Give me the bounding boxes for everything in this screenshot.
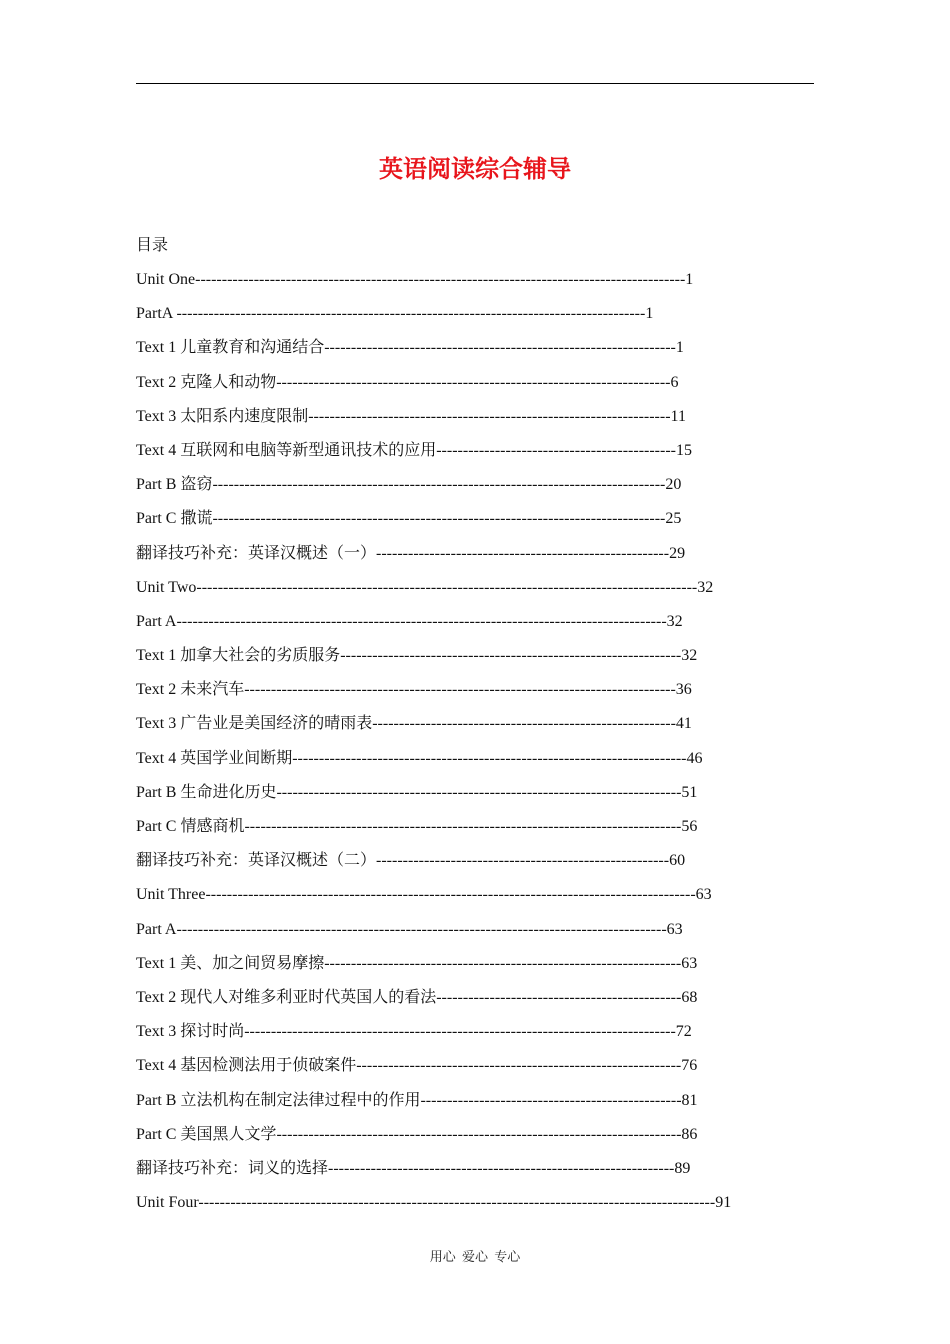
- toc-entry-page: 20: [665, 476, 682, 494]
- toc-dot-leader: -------------------------------------------------------: [376, 544, 670, 562]
- toc-entry-page: 29: [669, 544, 686, 562]
- toc-entry-page: 11: [670, 407, 686, 425]
- toc-entry-label: Text 3 太阳系内速度限制: [136, 407, 309, 425]
- toc-entry-page: 76: [681, 1057, 698, 1075]
- toc-entry-label: Text 4 英国学业间断期: [136, 749, 293, 767]
- toc-dot-leader: -------------------------------------------------------------------: [324, 954, 682, 972]
- toc-entry[interactable]: [136, 951, 814, 985]
- toc-entry-label: Part C 美国黑人文学: [136, 1125, 277, 1143]
- toc-dot-leader: ---------------------------------------------------------------------------------: [244, 1023, 676, 1041]
- toc-entry-page: 68: [681, 988, 698, 1006]
- toc-dot-leader: ----------------------------------------------------------------------------------------------: [196, 578, 698, 596]
- toc-dot-leader: ----------------------------------------------: [436, 988, 682, 1006]
- toc-dot-leader: ----------------------------------------------------------------------------------------: [176, 305, 646, 323]
- toc-dot-leader: -------------------------------------------------------------------------------------------------: [198, 1194, 716, 1212]
- toc-entry-label: 翻译技巧补充：英译汉概述（二）: [136, 852, 377, 870]
- toc-entry-label: Text 1 儿童教育和沟通结合: [136, 339, 325, 357]
- toc-entry-label: PartA: [136, 305, 177, 323]
- table-of-contents: [136, 267, 814, 1224]
- toc-entry-label: Part B 生命进化历史: [136, 783, 277, 801]
- toc-dot-leader: ---------------------------------------------------------------------------------: [244, 681, 676, 699]
- toc-entry[interactable]: [136, 575, 814, 609]
- toc-entry[interactable]: [136, 301, 814, 335]
- toc-entry-page: 72: [675, 1023, 692, 1041]
- toc-entry-page: 63: [681, 954, 698, 972]
- toc-entry-label: Text 2 克隆人和动物: [136, 373, 277, 391]
- toc-entry-page: 6: [670, 373, 679, 391]
- toc-entry-label: Text 4 基因检测法用于侦破案件: [136, 1057, 357, 1075]
- toc-entry[interactable]: [136, 1190, 814, 1224]
- toc-entry-label: 翻译技巧补充：词义的选择: [136, 1159, 329, 1177]
- toc-entry-page: 32: [697, 578, 714, 596]
- toc-entry-page: 81: [681, 1091, 698, 1109]
- toc-entry-page: 36: [675, 681, 692, 699]
- toc-dot-leader: --------------------------------------------------------------------------------------------: [176, 920, 667, 938]
- toc-entry-label: Unit Four: [136, 1194, 199, 1212]
- toc-entry-label: Text 3 探讨时尚: [136, 1023, 245, 1041]
- toc-entry-page: 89: [674, 1159, 691, 1177]
- toc-entry-page: 32: [681, 647, 698, 665]
- toc-entry[interactable]: [136, 472, 814, 506]
- toc-entry-label: Text 1 加拿大社会的劣质服务: [136, 647, 341, 665]
- toc-dot-leader: -------------------------------------------------------------------------------------: [212, 510, 666, 528]
- toc-entry[interactable]: [136, 1122, 814, 1156]
- toc-dot-leader: --------------------------------------------------------------------------------------------: [195, 271, 686, 288]
- toc-entry[interactable]: [136, 1019, 814, 1053]
- toc-entry-label: Part B 盗窃: [136, 476, 213, 494]
- toc-entry[interactable]: [136, 917, 814, 951]
- toc-dot-leader: -------------------------------------------------: [420, 1091, 682, 1109]
- toc-entry-page: 63: [695, 886, 712, 904]
- toc-entry[interactable]: [136, 985, 814, 1019]
- toc-entry-page: 60: [669, 852, 686, 870]
- toc-dot-leader: --------------------------------------------------------------------------: [276, 373, 671, 391]
- toc-entry-label: Unit Three: [136, 886, 206, 904]
- toc-entry-page: 51: [681, 783, 698, 801]
- toc-dot-leader: -------------------------------------------------------------------------------------: [212, 476, 666, 494]
- page-footer: 用心 爱心 专心: [429, 1249, 521, 1264]
- header-rule: [136, 83, 814, 84]
- toc-entry[interactable]: [136, 1088, 814, 1122]
- toc-dot-leader: ----------------------------------------------------------------: [340, 647, 682, 665]
- toc-entry-label: Part A: [136, 612, 177, 630]
- toc-entry-label: Text 3 广告业是美国经济的晴雨表: [136, 715, 373, 733]
- toc-dot-leader: --------------------------------------------------------------------------: [292, 749, 687, 767]
- toc-entry-page: 1: [685, 271, 694, 288]
- toc-heading: 目录: [136, 237, 169, 254]
- toc-entry[interactable]: [136, 1053, 814, 1087]
- toc-entry[interactable]: [136, 780, 814, 814]
- toc-dot-leader: ---------------------------------------------------------: [372, 715, 676, 733]
- toc-entry[interactable]: [136, 609, 814, 643]
- toc-entry[interactable]: [136, 1156, 814, 1190]
- toc-entry[interactable]: [136, 370, 814, 404]
- document-title: 英语阅读综合辅导: [379, 155, 571, 183]
- toc-dot-leader: ----------------------------------------------------------------------------: [276, 1125, 682, 1143]
- toc-entry[interactable]: [136, 746, 814, 780]
- toc-entry-label: Part B 立法机构在制定法律过程中的作用: [136, 1091, 421, 1109]
- toc-entry-label: Text 1 美、加之间贸易摩擦: [136, 954, 325, 972]
- toc-dot-leader: ----------------------------------------------------------------------------: [276, 783, 682, 801]
- toc-entry[interactable]: [136, 677, 814, 711]
- toc-dot-leader: ----------------------------------------------------------------------------------: [244, 818, 682, 835]
- toc-entry-label: Part C 撒谎: [136, 510, 213, 528]
- toc-entry-page: 15: [675, 441, 692, 459]
- toc-entry[interactable]: [136, 541, 814, 575]
- toc-entry[interactable]: [136, 404, 814, 438]
- toc-dot-leader: ------------------------------------------------------------------: [324, 339, 676, 357]
- toc-entry-page: 56: [681, 818, 698, 835]
- toc-entry-label: Unit Two: [136, 578, 197, 596]
- toc-entry[interactable]: [136, 506, 814, 540]
- toc-entry[interactable]: [136, 814, 814, 848]
- toc-entry-page: 32: [666, 612, 683, 630]
- toc-entry-label: Unit One: [136, 271, 196, 288]
- toc-entry-page: 41: [675, 715, 692, 733]
- toc-entry-page: 46: [686, 749, 703, 767]
- toc-entry-label: Part A: [136, 920, 177, 938]
- toc-entry[interactable]: [136, 848, 814, 882]
- toc-entry[interactable]: [136, 882, 814, 916]
- toc-dot-leader: --------------------------------------------------------------------------------------------: [176, 612, 667, 630]
- toc-entry-label: Part C 情感商机: [136, 818, 245, 835]
- toc-entry[interactable]: [136, 438, 814, 472]
- toc-dot-leader: -------------------------------------------------------------: [356, 1057, 682, 1075]
- toc-entry-label: Text 2 现代人对维多利亚时代英国人的看法: [136, 988, 437, 1006]
- toc-entry[interactable]: [136, 711, 814, 745]
- toc-entry-page: 25: [665, 510, 682, 528]
- toc-dot-leader: --------------------------------------------------------------------: [308, 407, 671, 425]
- toc-dot-leader: --------------------------------------------------------------------------------------------: [205, 886, 696, 904]
- toc-entry-label: Text 4 互联网和电脑等新型通讯技术的应用: [136, 441, 437, 459]
- toc-entry-page: 63: [666, 920, 683, 938]
- toc-entry-page: 1: [645, 305, 654, 323]
- toc-entry-page: 91: [715, 1194, 732, 1212]
- toc-entry-page: 1: [675, 339, 684, 357]
- toc-entry-label: 翻译技巧补充：英译汉概述（一）: [136, 544, 377, 562]
- toc-entry-page: 86: [681, 1125, 698, 1143]
- toc-dot-leader: -----------------------------------------------------------------: [328, 1159, 675, 1177]
- toc-entry-label: Text 2 未来汽车: [136, 681, 245, 699]
- toc-dot-leader: -------------------------------------------------------: [376, 852, 670, 870]
- toc-dot-leader: ---------------------------------------------: [436, 441, 676, 459]
- toc-entry[interactable]: [136, 643, 814, 677]
- toc-entry[interactable]: [136, 335, 814, 369]
- toc-entry[interactable]: [136, 267, 814, 301]
